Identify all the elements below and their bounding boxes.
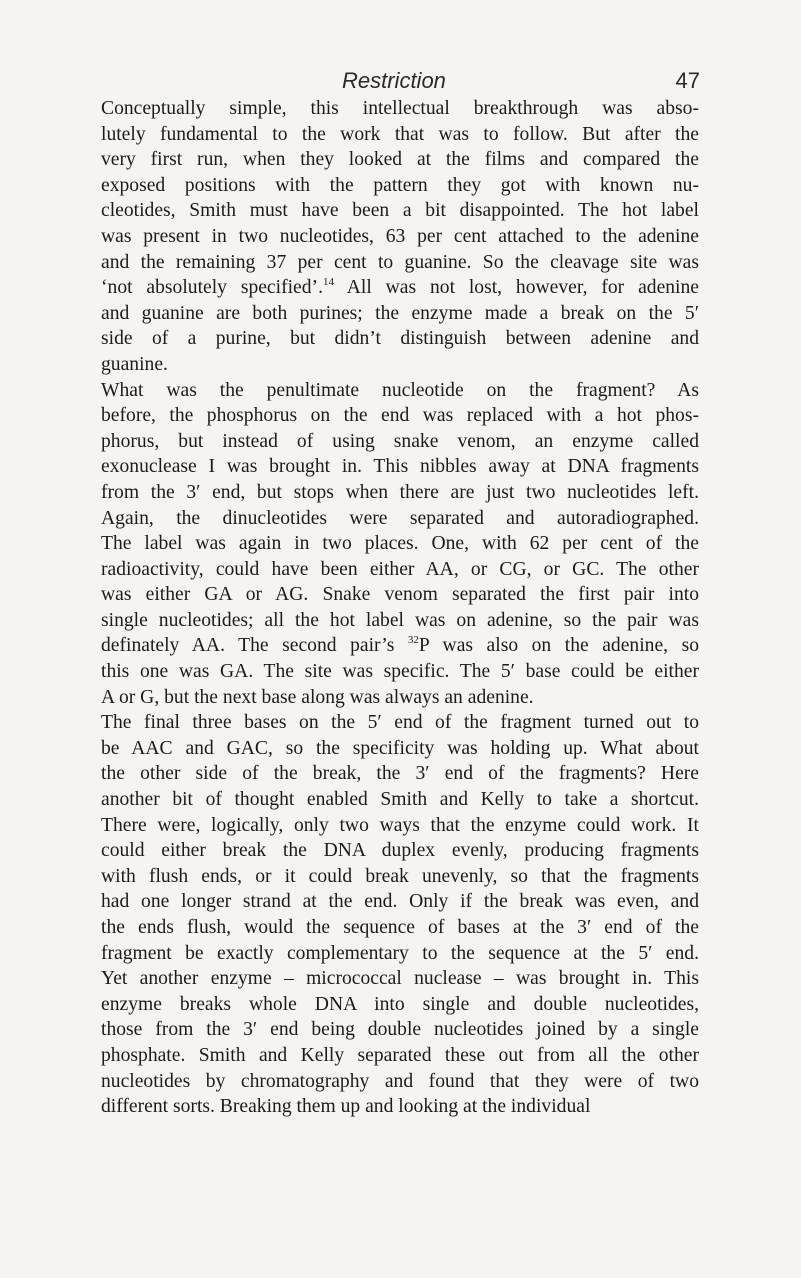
text-line: the ends flush, would the sequence of bases at the 3′ end of the bbox=[101, 917, 699, 938]
text-line: very first run, when they looked at the films and compared the bbox=[101, 149, 699, 171]
text-line: guanine. bbox=[101, 353, 168, 375]
text-line: could either break the DNA duplex evenly, producing fragments bbox=[101, 840, 699, 862]
text-line: The label was again in two places. One, with 62 per cent of the bbox=[101, 533, 699, 555]
text-line: and guanine are both purines; the enzyme made a break on the 5′ bbox=[101, 302, 699, 324]
text-line: enzyme breaks whole DNA into single and double nucleotides, bbox=[101, 993, 699, 1015]
text-line: ‘not absolutely specified’.$^{14}$ All was not lost, however, for adenine bbox=[101, 276, 699, 299]
text-line: lutely fundamental to the work that was to follow. But after the bbox=[101, 123, 699, 145]
text-line: was present in two nucleotides, 63 per cent attached to the adenine bbox=[101, 225, 699, 247]
text-line: nucleotides by chromatography and found that they were of two bbox=[101, 1070, 699, 1092]
superscript: 32 bbox=[407, 634, 419, 647]
text-line: definately AA. The second pair’s $^{32}$P was also on the adenine, so bbox=[101, 634, 699, 657]
text-line: The final three bases on the 5′ end of the fragment turned out to bbox=[101, 712, 699, 734]
text-line: fragment be exactly complementary to the sequence at the 5′ end. bbox=[101, 942, 699, 964]
text-line: phorus, but instead of using snake venom, an enzyme called bbox=[101, 430, 699, 452]
running-header bbox=[342, 66, 700, 100]
text-line: had one longer strand at the end. Only if the break was even, and bbox=[101, 891, 699, 913]
text-line: exposed positions with the pattern they got with known nu- bbox=[101, 174, 699, 196]
text-line: be AAC and GAC, so the specificity was holding up. What about bbox=[101, 737, 699, 759]
text-line: phosphate. Smith and Kelly separated these out from all the other bbox=[101, 1044, 699, 1066]
text-line: Conceptually simple, this intellectual breakthrough was abso- bbox=[101, 98, 699, 119]
text-line: another bit of thought enabled Smith and Kelly to take a shortcut. bbox=[101, 789, 699, 811]
text-line: was either GA or AG. Snake venom separated the first pair into bbox=[101, 584, 699, 606]
text-line: this one was GA. The site was specific. The 5′ base could be either bbox=[101, 661, 699, 683]
text-line: There were, logically, only two ways that the enzyme could work. It bbox=[101, 814, 699, 836]
text-line: the other side of the break, the 3′ end of the fragments? Here bbox=[101, 763, 699, 785]
text-line: and the remaining 37 per cent to guanine. So the cleavage site was bbox=[101, 251, 699, 273]
text-line: cleotides, Smith must have been a bit disappointed. The hot label bbox=[101, 200, 699, 222]
chapter-title: Restriction bbox=[342, 68, 446, 93]
text-line: side of a purine, but didn’t distinguish between adenine and bbox=[101, 328, 699, 350]
text-line: Yet another enzyme – micrococcal nuclease – was brought in. This bbox=[101, 968, 699, 990]
text-line: with flush ends, or it could break unevenly, so that the fragments bbox=[101, 865, 699, 887]
text-line: What was the penultimate nucleotide on the fragment? As bbox=[101, 379, 699, 401]
text-line: exonuclease I was brought in. This nibbles away at DNA fragments bbox=[101, 456, 699, 478]
text-line: different sorts. Breaking them up and looking at the individual bbox=[101, 1096, 591, 1118]
paragraph bbox=[101, 378, 699, 711]
text-line: those from the 3′ end being double nucleotides joined by a single bbox=[101, 1019, 699, 1041]
page-number: 47 bbox=[675, 68, 700, 93]
text-line: from the 3′ end, but stops when there are just two nucleotides left. bbox=[101, 481, 699, 503]
text-line: Again, the dinucleotides were separated and autoradiographed. bbox=[101, 507, 699, 529]
text-line: A or G, but the next base along was always an adenine. bbox=[101, 686, 534, 708]
superscript: 14 bbox=[322, 276, 334, 289]
paragraph bbox=[101, 710, 699, 1120]
body-text bbox=[101, 96, 699, 1120]
text-line: single nucleotides; all the hot label was on adenine, so the pair was bbox=[101, 609, 699, 631]
text-line: radioactivity, could have been either AA, or CG, or GC. The other bbox=[101, 558, 699, 580]
text-line: before, the phosphorus on the end was replaced with a hot phos- bbox=[101, 405, 699, 427]
paragraph bbox=[101, 96, 699, 378]
